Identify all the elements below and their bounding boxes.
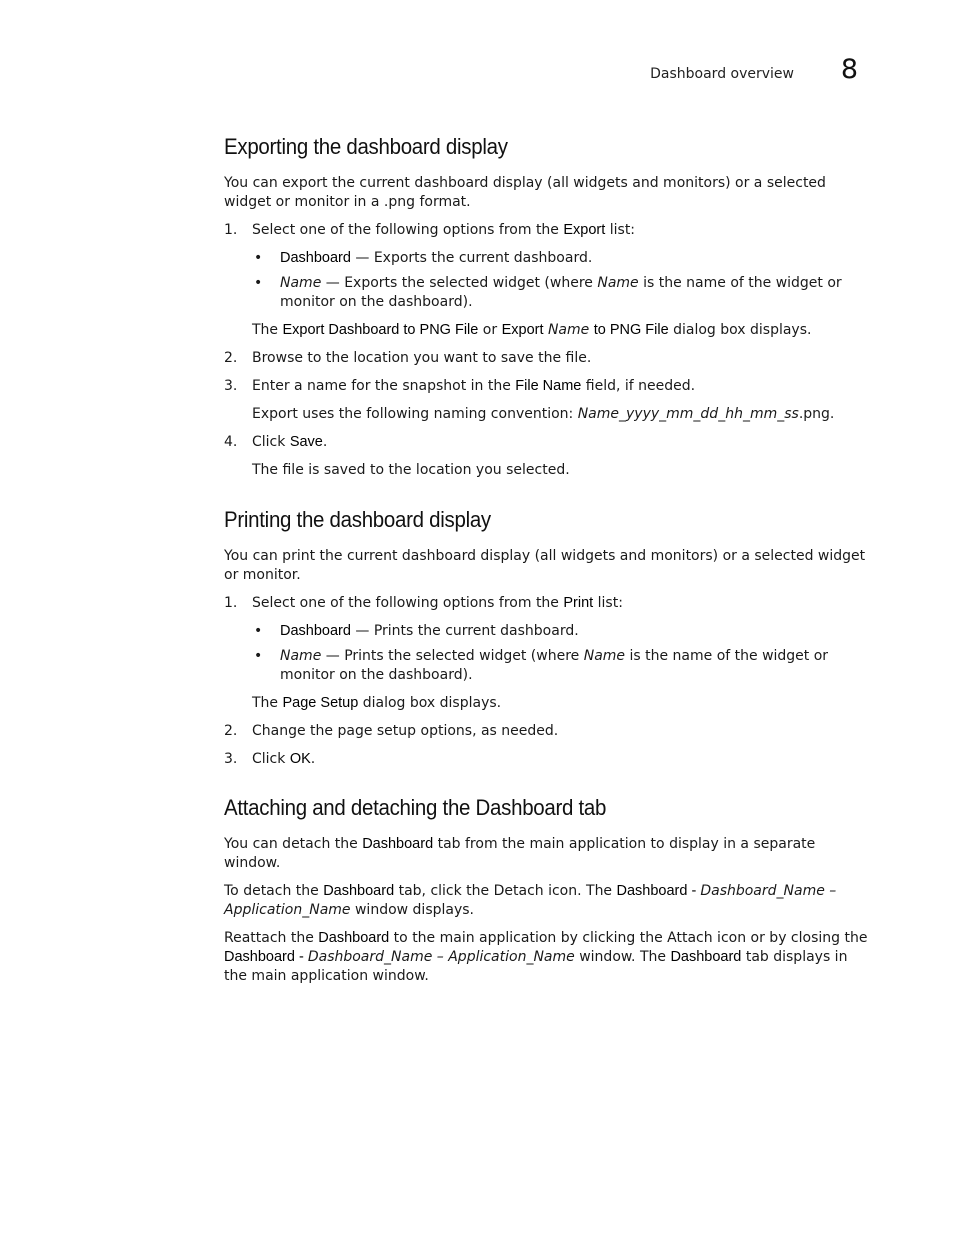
list-item: • Dashboard — Prints the current dashboard.	[252, 622, 870, 641]
printing-intro: You can print the current dashboard display (all widgets and monitors) or a selected widget or monitor.	[224, 548, 866, 583]
printing-step-1: 1. Select one of the following options from the Print list: • Dashboard — Prints the current dashboard. • Name — Prints the selected widget (where Name is the name of the widget or monitor on the dashboard). The Page Setup dialog box displays.	[224, 594, 870, 713]
exporting-step-1: 1. Select one of the following options from the Export list: • Dashboard — Exports the current dashboard. • Name — Exports the selected widget (where Name is the name of the widget or monitor on the dashboard). The Export Dashboard to PNG File or Export Name to PNG File dialog box displays.	[224, 221, 870, 340]
section-heading-printing: Printing the dashboard display	[224, 507, 491, 532]
section-heading-exporting: Exporting the dashboard display	[224, 134, 508, 159]
exporting-steps	[224, 221, 870, 480]
running-header-title: Dashboard overview	[650, 66, 794, 82]
section-printing	[224, 507, 870, 778]
list-item: • Name — Prints the selected widget (where Name is the name of the widget or monitor on the dashboard).	[252, 647, 870, 685]
exporting-step-4: 4. Click Save. The file is saved to the location you selected.	[224, 433, 870, 480]
print-options-list	[252, 622, 870, 685]
list-item: • Dashboard — Exports the current dashboard.	[252, 249, 870, 268]
chapter-number: 8	[840, 54, 858, 85]
step-note: The Page Setup dialog box displays.	[252, 695, 502, 711]
printing-steps	[224, 594, 870, 769]
section-heading-attaching: Attaching and detaching the Dashboard tab	[224, 795, 607, 820]
running-header	[600, 54, 860, 88]
export-menu-ref: Export	[563, 222, 606, 238]
step-note: Export uses the following naming convention: Name_yyyy_mm_dd_hh_mm_ss.png.	[252, 406, 835, 422]
exporting-intro: You can export the current dashboard display (all widgets and monitors) or a selected widget or monitor in a .png format.	[224, 175, 826, 210]
attaching-paragraph-2: To detach the Dashboard tab, click the Detach icon. The Dashboard - Dashboard_Name – Application_Name window displays.	[224, 883, 837, 918]
step-note: The file is saved to the location you selected.	[252, 462, 570, 478]
step-note: The Export Dashboard to PNG File or Export Name to PNG File dialog box displays.	[252, 322, 812, 338]
list-item: • Name — Exports the selected widget (where Name is the name of the widget or monitor on the dashboard).	[252, 274, 870, 312]
attaching-paragraph-3: Reattach the Dashboard to the main application by clicking the Attach icon or by closing the Dashboard - Dashboard_Name – Application_Name window. The Dashboard tab displays in the main application window.	[224, 930, 868, 984]
section-exporting	[224, 134, 870, 489]
printing-step-2: 2. Change the page setup options, as needed.	[224, 723, 559, 739]
export-options-list	[252, 249, 870, 312]
exporting-step-2: 2. Browse to the location you want to save the file.	[224, 350, 592, 366]
printing-step-3: 3. Click OK.	[224, 751, 316, 767]
exporting-step-3: 3. Enter a name for the snapshot in the File Name field, if needed. Export uses the following naming convention: Name_yyyy_mm_dd_hh_mm_ss.png.	[224, 377, 870, 424]
section-attaching	[224, 795, 870, 995]
attaching-paragraph-1: You can detach the Dashboard tab from the main application to display in a separate window.	[224, 836, 816, 871]
